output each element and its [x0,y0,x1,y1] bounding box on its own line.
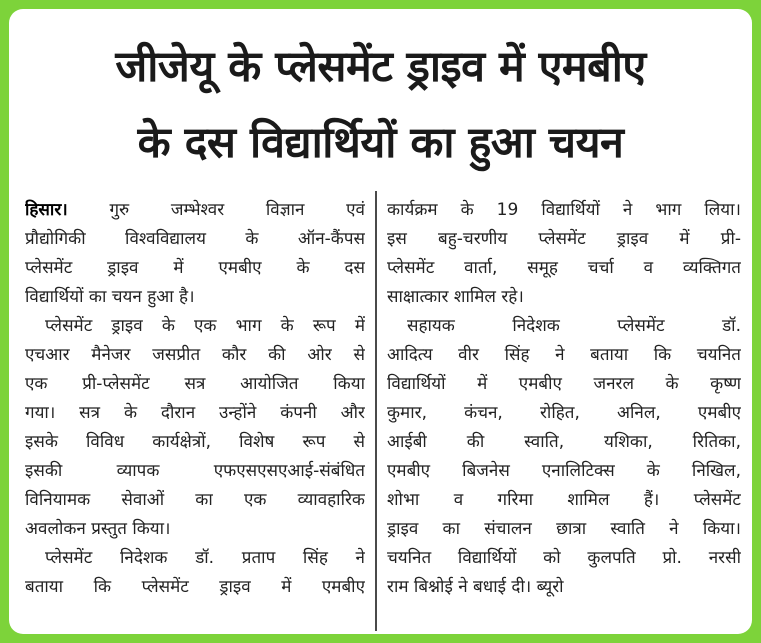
article-line [25,196,365,225]
article-line: प्लेसमेंट ड्राइव में एमबीए के दस [25,258,365,278]
article-line: इसके विविध कार्यक्षेत्रों, विशेष रूप से [25,432,365,452]
article-line: प्लेसमेंट ड्राइव के एक भाग के रूप में [45,316,365,336]
article-line: इस बहु-चरणीय प्लेसमेंट ड्राइव में प्री- [387,229,741,249]
article-line: एमबीए बिजनेस एनालिटिक्स के निखिल, [387,461,741,481]
article-line: प्लेसमेंट वार्ता, समूह चर्चा व व्यक्तिगत [387,258,741,278]
article-line: एचआर मैनेजर जसप्रीत कौर की ओर से [25,345,365,365]
article-line: आदित्य वीर सिंह ने बताया कि चयनित [387,345,741,365]
article-line: राम बिश्नोई ने बधाई दी। ब्यूरो [387,577,564,597]
article-line: विनियामक सेवाओं का एक व्यावहारिक [25,490,365,510]
headline-line-1: जीजेयू के प्लेसमेंट ड्राइव में एमबीए [115,42,646,92]
article-line: चयनित विद्यार्थियों को कुलपति प्रो. नरसी [387,548,741,568]
article-line-text: गुरु जम्भेश्वर विज्ञान एवं [109,200,365,220]
article-line: प्रौद्योगिकी विश्वविद्यालय के ऑन-कैंपस [25,229,365,249]
article-line: विद्यार्थियों का चयन हुआ है। [25,287,195,307]
headline-line-2: के दस विद्यार्थियों का हुआ चयन [137,118,624,168]
article-line: शोभा व गरिमा शामिल हैं। प्लेसमेंट [387,490,741,510]
article-line: कार्यक्रम के 19 विद्यार्थियों ने भाग लिया। [387,200,741,220]
dateline: हिसार। [25,200,68,220]
article-line: ड्राइव का संचालन छात्रा स्वाति ने किया। [387,519,741,539]
article-line: प्लेसमेंट निदेशक डॉ. प्रताप सिंह ने [45,548,365,568]
article-line: सहायक निदेशक प्लेसमेंट डॉ. [407,316,741,336]
article-line: गया। सत्र के दौरान उन्होंने कंपनी और [25,403,365,423]
article-line: विद्यार्थियों में एमबीए जनरल के कृष्ण [387,374,741,394]
news-clipping [9,9,752,634]
article-line: बताया कि प्लेसमेंट ड्राइव में एमबीए [25,577,365,597]
article-line: आईबी की स्वाति, यशिका, रितिका, [387,432,741,452]
article-line: अवलोकन प्रस्तुत किया। [25,519,171,539]
article-column-left [25,196,365,602]
article-line: इसकी व्यापक एफएसएसएआई-संबंधित [25,461,365,481]
article-column-right [387,196,741,602]
article-line: एक प्री-प्लेसमेंट सत्र आयोजित किया [25,374,365,394]
column-divider [375,191,377,631]
article-line: कुमार, कंचन, रोहित, अनिल, एमबीए [387,403,741,423]
article-line: साक्षात्कार शामिल रहे। [387,287,524,307]
